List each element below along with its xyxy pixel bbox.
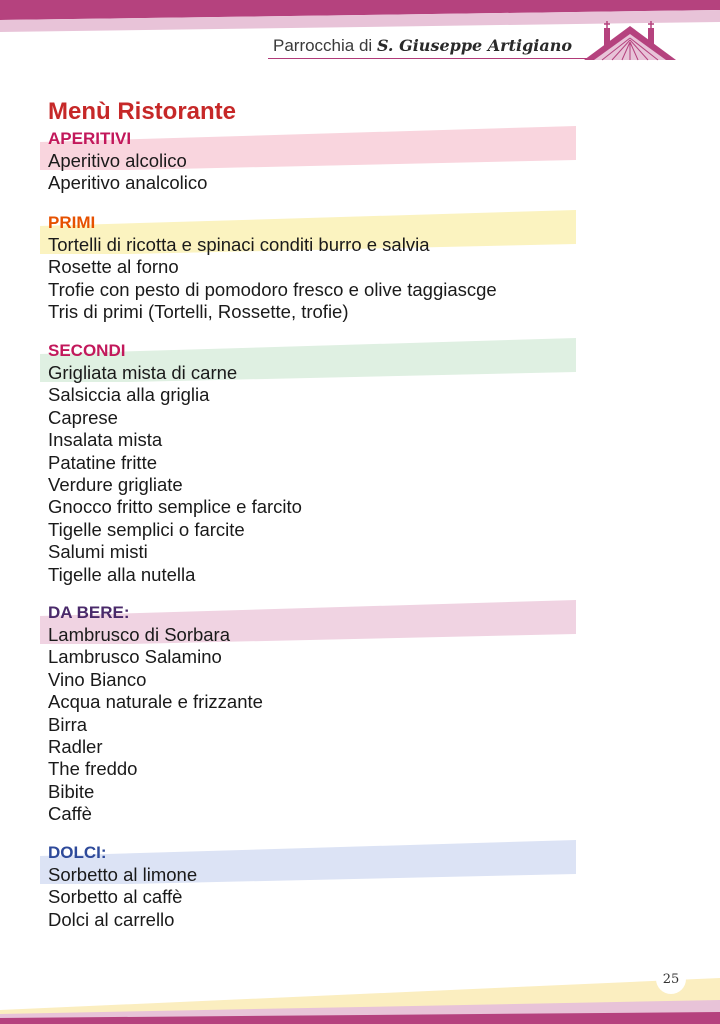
menu-item: Tigelle alla nutella [48, 563, 196, 585]
menu-item: Gnocco fritto semplice e farcito [48, 496, 302, 518]
menu-item: Sorbetto al limone [48, 864, 198, 885]
menu-item: Lambrusco Salamino [48, 646, 222, 668]
menu-item: Radler [48, 735, 103, 757]
menu-item: Sorbetto al caffè [48, 886, 183, 908]
parish-prefix: Parrocchia di [272, 36, 373, 55]
menu-item: Tris di primi (Tortelli, Rossette, trofie) [48, 301, 349, 323]
menu-item: Grigliata mista di carne [48, 362, 238, 383]
menu-item: Rosette al forno [48, 256, 179, 278]
menu-item: Aperitivo alcolico [48, 150, 187, 171]
parish-header [273, 36, 572, 56]
section-da-bere [0, 600, 720, 826]
section-title: SECONDI [48, 341, 126, 360]
section-aperitivi [0, 126, 720, 195]
page-number: 25 [656, 964, 686, 994]
menu-item: Patatine fritte [48, 451, 158, 473]
menu-item: Salsiccia alla griglia [48, 384, 210, 406]
footer-decoration [0, 964, 720, 1024]
menu-item: Bibite [48, 780, 95, 802]
menu-item: Dolci al carrello [48, 908, 175, 930]
menu-item: Tigelle semplici o farcite [48, 518, 245, 540]
menu-item: Salumi misti [48, 541, 148, 563]
parish-name: S. Giuseppe Artigiano [376, 36, 572, 55]
menu-item: Trofie con pesto di pomodoro fresco e olive taggiascge [48, 278, 497, 300]
menu-item: Birra [48, 713, 88, 735]
section-secondi [0, 338, 720, 586]
menu-item: The freddo [48, 758, 138, 780]
section-title: PRIMI [48, 213, 96, 232]
section-title: DA BERE: [48, 603, 130, 622]
menu-item: Caprese [48, 406, 118, 428]
section-dolci [0, 840, 720, 931]
menu-item: Vino Bianco [48, 668, 147, 690]
menu-title: Menù Ristorante [48, 98, 237, 125]
menu-item: Acqua naturale e frizzante [48, 691, 263, 713]
menu-item: Insalata mista [48, 429, 163, 451]
menu-item: Lambrusco di Sorbara [48, 624, 231, 645]
section-primi [0, 210, 720, 324]
church-icon [582, 18, 678, 62]
menu-item: Verdure grigliate [48, 473, 183, 495]
menu-item: Caffè [48, 803, 92, 825]
menu-item: Aperitivo analcolico [48, 172, 208, 194]
section-title: APERITIVI [48, 129, 132, 148]
menu-item: Tortelli di ricotta e spinaci conditi burro e salvia [48, 234, 430, 255]
section-title: DOLCI: [48, 843, 107, 862]
